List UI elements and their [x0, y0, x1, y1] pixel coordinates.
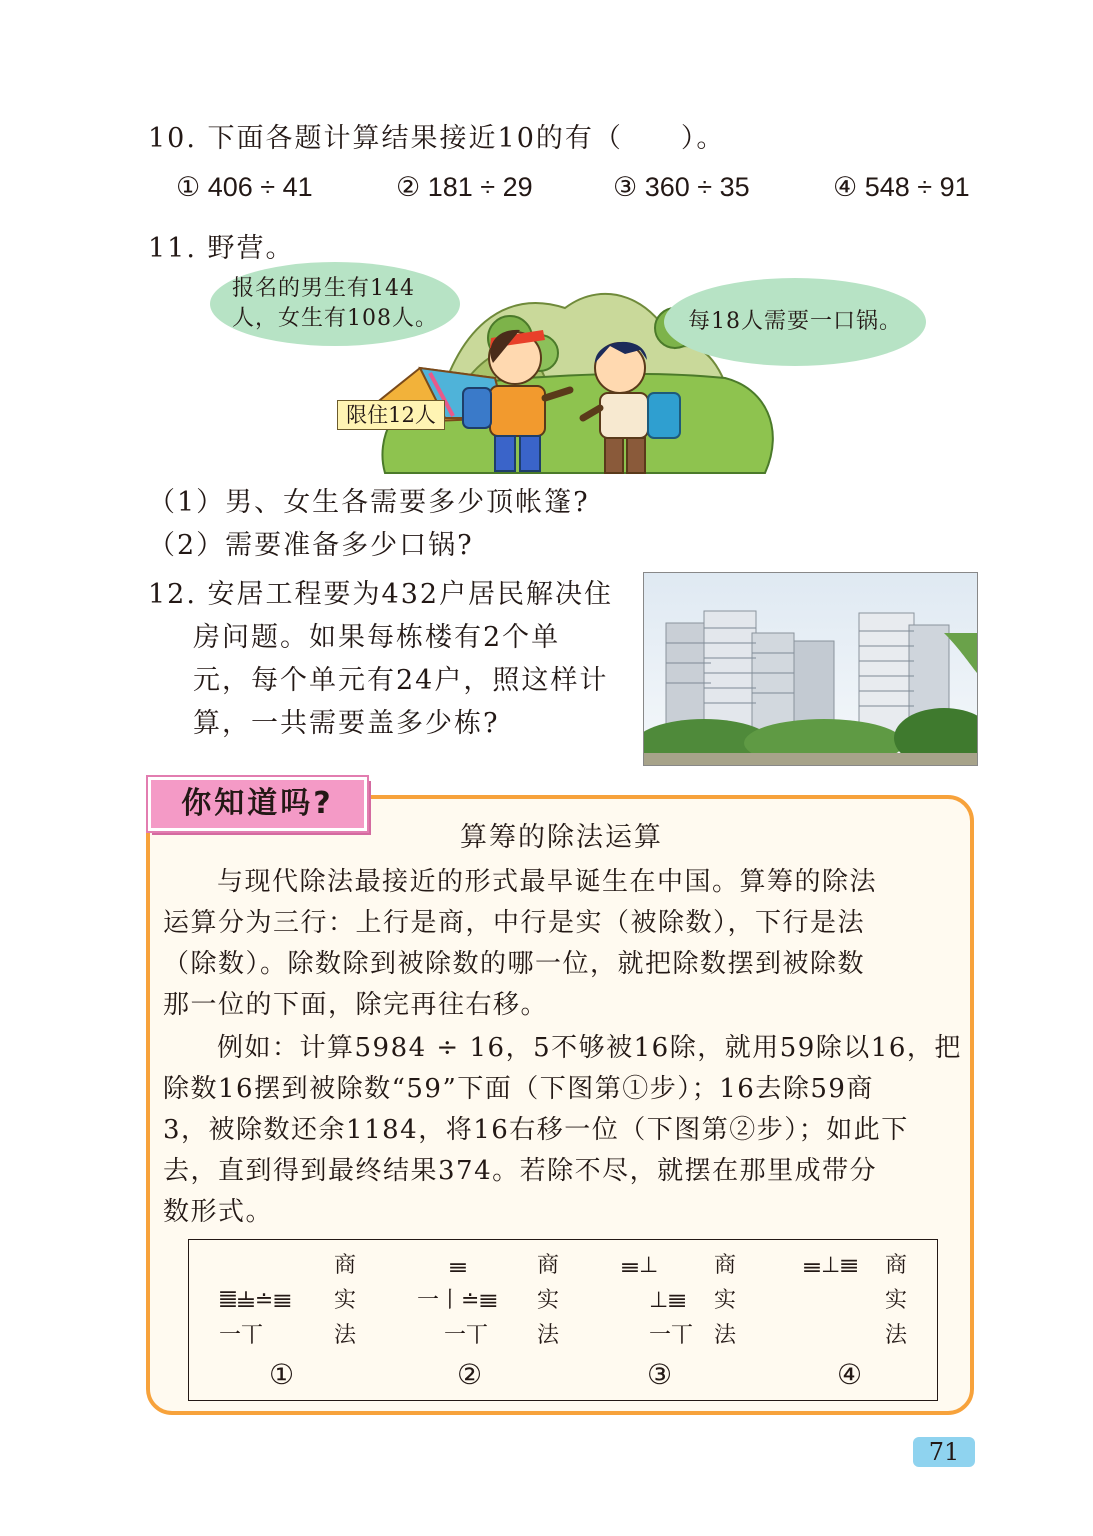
- step2-quotient: 𝍢: [449, 1253, 467, 1278]
- question-12-line-1: 12. 安居工程要为432户居民解决住: [148, 579, 614, 610]
- did-you-know-paragraph-1: 与现代除法最接近的形式最早诞生在中国。算筹的除法 运算分为三行：上行是商，中行是实（被除数），下行是法 （除数）。除数除到被除数的哪一位，就把除数摆到被除数 那一位的下面，除完再往右移。: [163, 867, 878, 1020]
- option-1: ① 406 ÷ 41: [176, 172, 313, 202]
- apartment-buildings-photo: [643, 572, 978, 766]
- speech-bubble-pots: 每18人需要一口锅。: [664, 278, 926, 366]
- question-12-line-4: 算，一共需要盖多少栋?: [193, 708, 500, 739]
- did-you-know-paragraph-2: 例如：计算5984 ÷ 16，5不够被16除，就用59除以16，把 除数16摆到被除数“59”下面（下图第①步）；16去除59商 3，被除数还余1184，将16右移一位（下图第②步）；如此下 去，直到得到最终结果374。若除不尽，就摆在那里成带分 数形式。: [163, 1033, 962, 1227]
- option-2: ② 181 ÷ 29: [396, 172, 533, 202]
- did-you-know-tag: 你知道吗?: [148, 777, 367, 831]
- option-4: ④ 548 ÷ 91: [833, 172, 970, 202]
- step3-dividend: ⊥𝍣: [649, 1288, 687, 1313]
- step3-quotient: 𝍢⊥: [621, 1253, 659, 1278]
- step-2-number: ②: [457, 1358, 483, 1391]
- label-dividend: 实: [334, 1288, 357, 1313]
- label-divisor: 法: [885, 1323, 908, 1348]
- label-divisor: 法: [537, 1323, 560, 1348]
- tent-sign: 限住12人: [337, 400, 445, 430]
- step2-dividend: 一丨≐𝍣: [417, 1288, 498, 1313]
- question-12-line-2: 房问题。如果每栋楼有2个单: [193, 622, 561, 653]
- question-11-sub-2: （2）需要准备多少口锅?: [148, 530, 474, 561]
- question-11-title: 11. 野营。: [148, 233, 295, 264]
- step-4-number: ④: [837, 1358, 863, 1391]
- label-dividend: 实: [714, 1288, 737, 1313]
- step1-divisor: 一丅: [219, 1323, 264, 1348]
- step1-dividend: 𝍤𝍧≐𝍣: [219, 1288, 292, 1313]
- question-10: 10. 下面各题计算结果接近10的有（ ）。: [148, 123, 726, 154]
- step-3-number: ③: [647, 1358, 673, 1391]
- bubble-line-2: 人，女生有108人。: [232, 306, 438, 331]
- step-1-number: ①: [269, 1358, 295, 1391]
- question-12-line-3: 元，每个单元有24户，照这样计: [193, 665, 609, 696]
- did-you-know-title: 算筹的除法运算: [460, 822, 663, 853]
- option-3: ③ 360 ÷ 35: [613, 172, 750, 202]
- page-number: 71: [913, 1437, 975, 1467]
- label-quotient: 商: [537, 1253, 560, 1278]
- label-quotient: 商: [714, 1253, 737, 1278]
- label-dividend: 实: [537, 1288, 560, 1313]
- label-divisor: 法: [714, 1323, 737, 1348]
- question-11-sub-1: （1）男、女生各需要多少顶帐篷?: [148, 487, 590, 518]
- step3-divisor: 一丅: [649, 1323, 694, 1348]
- label-divisor: 法: [334, 1323, 357, 1348]
- label-quotient: 商: [334, 1253, 357, 1278]
- speech-bubble-students: [210, 262, 460, 346]
- label-dividend: 实: [885, 1288, 908, 1313]
- step2-divisor: 一丅: [444, 1323, 489, 1348]
- step4-quotient: 𝍢⊥𝍣: [803, 1253, 859, 1278]
- label-quotient: 商: [885, 1253, 908, 1278]
- bubble-line-1: 报名的男生有144: [232, 276, 415, 301]
- counting-rod-diagram: [188, 1239, 938, 1401]
